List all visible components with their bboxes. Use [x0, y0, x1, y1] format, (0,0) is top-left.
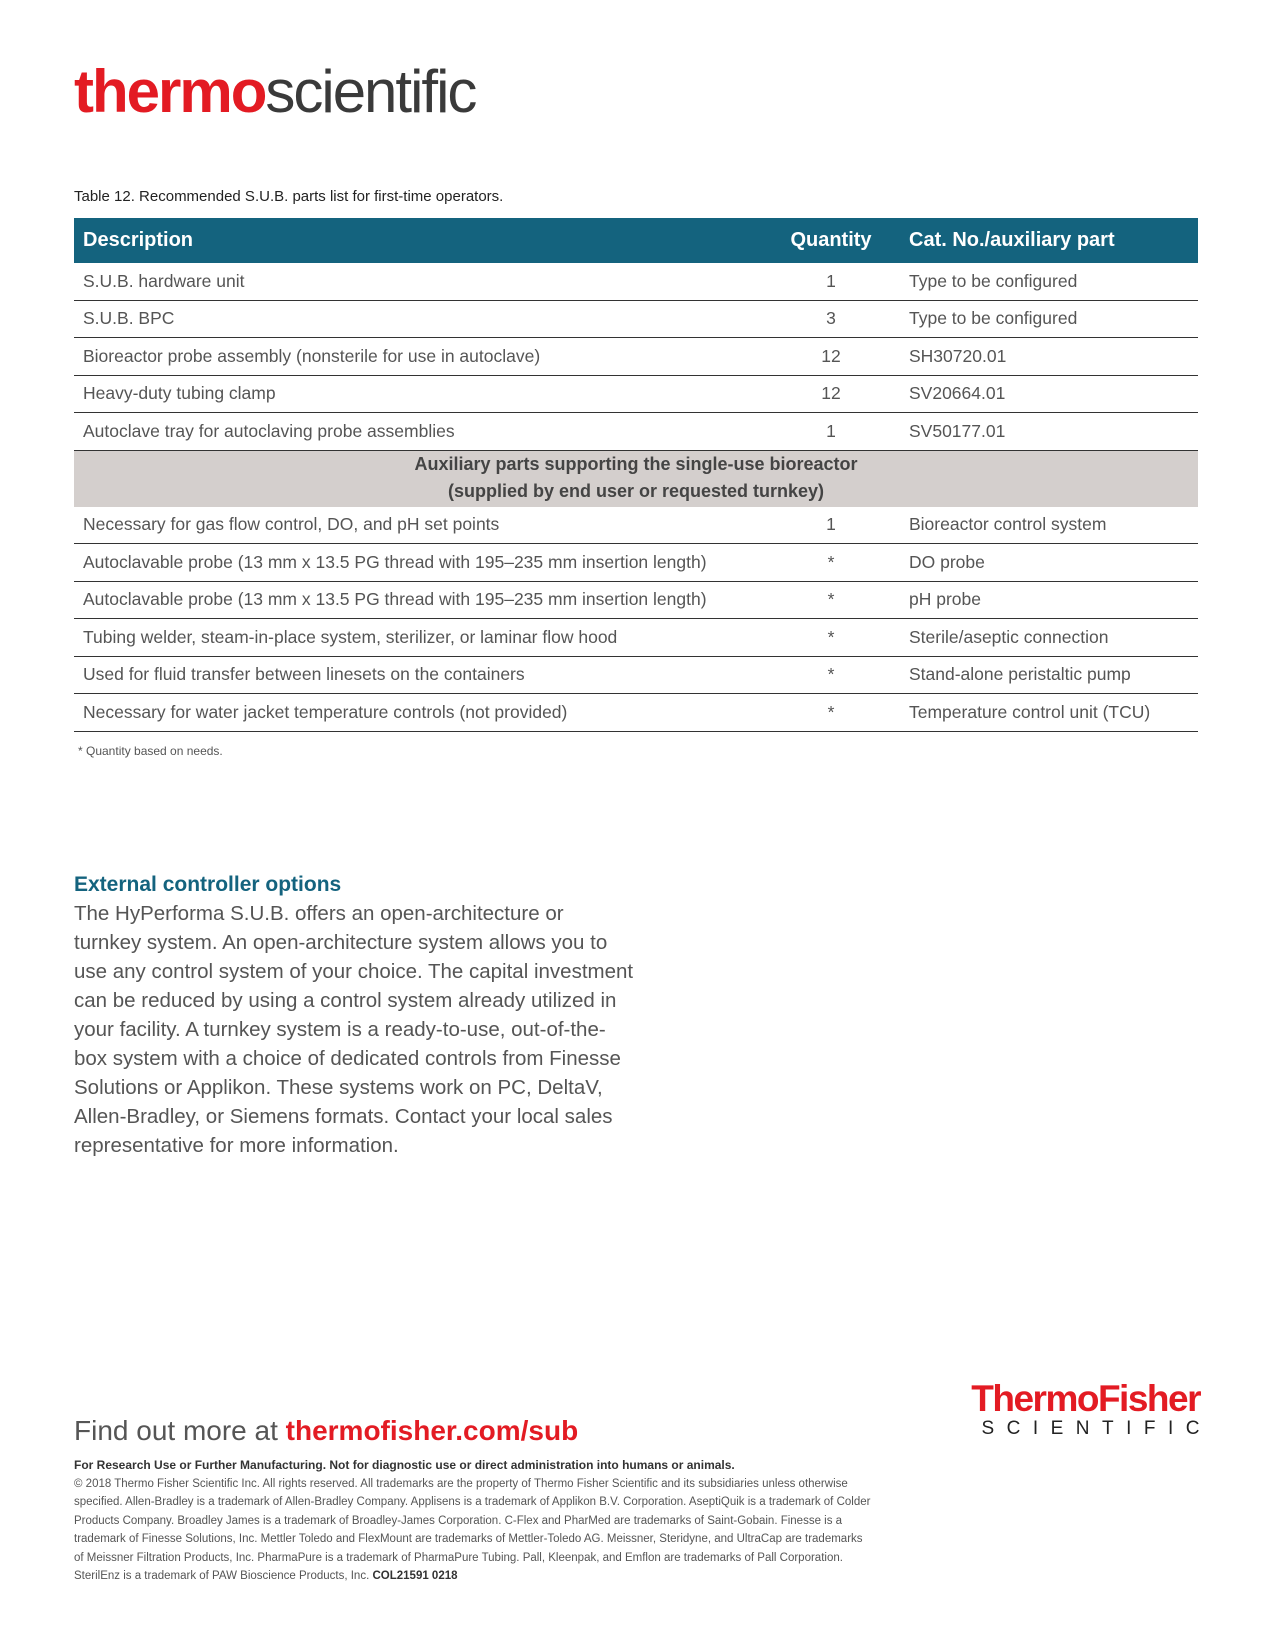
thermo-scientific-logo [74, 58, 476, 125]
brand-name: ThermoFisher [971, 1378, 1200, 1419]
legal-text [74, 1456, 874, 1586]
cell-description: Autoclavable probe (13 mm x 13.5 PG thread with 195–235 mm insertion length) [74, 544, 762, 582]
header-cat-no: Cat. No./auxiliary part [900, 218, 1198, 263]
aux-header-line2: (supplied by end user or requested turnkey) [447, 481, 825, 501]
cell-description: S.U.B. BPC [74, 300, 762, 338]
logo-scientific: scientific [265, 58, 476, 125]
cell-cat-no: Type to be configured [900, 300, 1198, 338]
cell-quantity: 1 [762, 506, 900, 544]
cell-cat-no: DO probe [900, 544, 1198, 582]
cell-quantity: 12 [762, 375, 900, 413]
cell-cat-no: SH30720.01 [900, 338, 1198, 376]
header-description: Description [74, 218, 762, 263]
table-row [74, 413, 1198, 451]
table-row [74, 263, 1198, 300]
legal-body [74, 1475, 874, 1586]
cell-cat-no: SV20664.01 [900, 375, 1198, 413]
table-row [74, 300, 1198, 338]
cell-description: Bioreactor probe assembly (nonsterile for use in autoclave) [74, 338, 762, 376]
parts-table [74, 218, 1198, 732]
section-body: The HyPerforma S.U.B. offers an open-architecture or turnkey system. An open-architecture system allows you to use any control system of your choice. The capital investment can be reduced by using a control system already utilized in your facility. A turnkey system is a ready-to-use, out-of-the-box system with a choice of dedicated controls from Finesse Solutions or Applikon. These systems work on PC, DeltaV, Allen-Bradley, or Siemens formats. Contact your local sales representative for more information. [74, 902, 634, 1157]
table-row [74, 694, 1198, 732]
table-row [74, 375, 1198, 413]
aux-header-cell [74, 450, 1198, 506]
cell-cat-no: pH probe [900, 581, 1198, 619]
table-row [74, 581, 1198, 619]
cell-cat-no: Type to be configured [900, 263, 1198, 300]
table-row [74, 619, 1198, 657]
aux-header-line1: Auxiliary parts supporting the single-use bioreactor [414, 454, 858, 474]
cell-description: S.U.B. hardware unit [74, 263, 762, 300]
cell-description: Heavy-duty tubing clamp [74, 375, 762, 413]
thermo-fisher-logo [944, 1378, 1212, 1439]
cell-description: Used for fluid transfer between linesets on the containers [74, 656, 762, 694]
brand-sub: SCIENTIFIC [981, 1418, 1212, 1439]
cell-cat-no: SV50177.01 [900, 413, 1198, 451]
cell-quantity: 3 [762, 300, 900, 338]
cell-quantity: * [762, 694, 900, 732]
cell-cat-no: Stand-alone peristaltic pump [900, 656, 1198, 694]
cell-cat-no: Temperature control unit (TCU) [900, 694, 1198, 732]
table-row [74, 544, 1198, 582]
cell-quantity: * [762, 581, 900, 619]
aux-section-header [74, 450, 1198, 506]
cell-quantity: 1 [762, 263, 900, 300]
table-footnote: * Quantity based on needs. [78, 744, 223, 758]
table-header-row [74, 218, 1198, 263]
logo-thermo: thermo [74, 58, 266, 125]
cell-quantity: * [762, 656, 900, 694]
find-out-prefix: Find out more at [74, 1415, 286, 1446]
cell-quantity: * [762, 619, 900, 657]
legal-disclaimer: For Research Use or Further Manufacturing. Not for diagnostic use or direct administration into humans or animals. [74, 1458, 735, 1472]
cell-quantity: 12 [762, 338, 900, 376]
cell-description: Tubing welder, steam-in-place system, sterilizer, or laminar flow hood [74, 619, 762, 657]
find-out-more [74, 1415, 578, 1447]
cell-quantity: * [762, 544, 900, 582]
cell-cat-no: Bioreactor control system [900, 506, 1198, 544]
table-caption: Table 12. Recommended S.U.B. parts list for first-time operators. [74, 188, 504, 205]
table-row [74, 656, 1198, 694]
website-link[interactable]: thermofisher.com/sub [285, 1415, 579, 1446]
cell-description: Autoclave tray for autoclaving probe assemblies [74, 413, 762, 451]
section-title: External controller options [74, 873, 342, 896]
cell-description: Autoclavable probe (13 mm x 13.5 PG thread with 195–235 mm insertion length) [74, 581, 762, 619]
cell-description: Necessary for gas flow control, DO, and pH set points [74, 506, 762, 544]
document-code: COL21591 0218 [372, 1570, 458, 1582]
cell-description: Necessary for water jacket temperature controls (not provided) [74, 694, 762, 732]
cell-cat-no: Sterile/aseptic connection [900, 619, 1198, 657]
header-quantity: Quantity [762, 218, 900, 263]
trademark-notice: © 2018 Thermo Fisher Scientific Inc. All rights reserved. All trademarks are the property of Thermo Fisher Scientific and its subsidiaries unless otherwise specified. Allen-Bradley is a trademark of Allen-Bradley Company. Applisens is a trademark of Applikon B.V. Corporation. AseptiQuik is a trademark of Colder Products Company. Broadley James is a trademark of Broadley-James Corporation. C-Flex and PharMed are trademarks of Saint-Gobain. Finesse is a trademark of Finesse Solutions, Inc. Mettler Toledo and FlexMount are trademarks of Mettler-Toledo AG. Meissner, Steridyne, and UltraCap are trademarks of Meissner Filtration Products, Inc. PharmaPure is a trademark of PharmaPure Tubing. Pall, Kleenpak, and Emflon are trademarks of Pall Corporation. SterilEnz is a trademark of PAW Bioscience Products, Inc. [74, 1477, 871, 1582]
cell-quantity: 1 [762, 413, 900, 451]
table-row [74, 506, 1198, 544]
table-row [74, 338, 1198, 376]
